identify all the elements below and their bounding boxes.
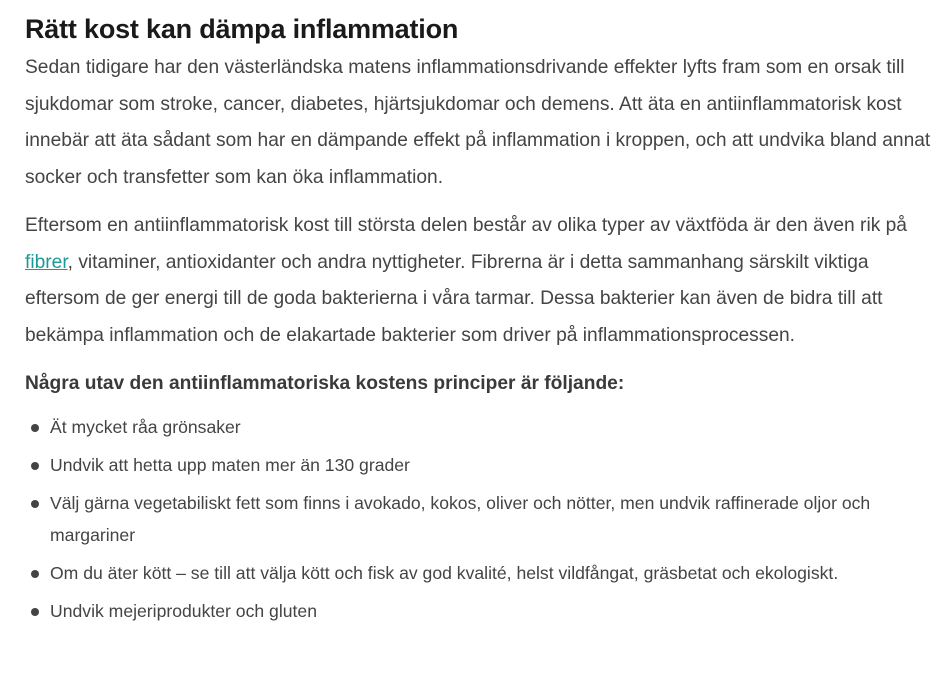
- fibrer-link[interactable]: fibrer: [25, 251, 68, 273]
- list-item: [25, 487, 935, 551]
- list-item-text: Undvik att hetta upp maten mer än 130 grader: [50, 455, 410, 475]
- list-item: [25, 411, 935, 443]
- list-item-text: Undvik mejeriprodukter och gluten: [50, 601, 317, 621]
- bullet-icon: [31, 570, 39, 578]
- list-item: [25, 449, 935, 481]
- list-item: [25, 595, 935, 627]
- fiber-paragraph-text-before: Eftersom en antiinflammatorisk kost till största delen består av olika typer av växtföda är den även rik på: [25, 215, 907, 236]
- fiber-paragraph-text-after: , vitaminer, antioxidanter och andra nyttigheter. Fibrerna är i detta sammanhang särskilt viktiga eftersom de ger energi till de goda bakterierna i våra tarmar. Dessa bakterier kan även de bidra till att bekämpa inflammation och de elakartade bakterier som driver på inflammationsprocessen.: [25, 251, 883, 346]
- article-title: Rätt kost kan dämpa inflammation: [25, 14, 459, 44]
- bullet-icon: [31, 424, 39, 432]
- principles-list: [25, 411, 935, 627]
- principles-heading: Några utav den antiinflammatoriska kostens principer är följande:: [25, 373, 625, 394]
- bullet-icon: [31, 500, 39, 508]
- list-item-text: Ät mycket råa grönsaker: [50, 417, 241, 437]
- fiber-paragraph: [25, 208, 935, 354]
- bullet-icon: [31, 462, 39, 470]
- list-item-text: Om du äter kött – se till att välja kött och fisk av god kvalité, helst vildfångat, gräsbetat och ekologiskt.: [50, 563, 839, 583]
- intro-paragraph: Sedan tidigare har den västerländska matens inflammationsdrivande effekter lyfts fram som en orsak till sjukdomar som stroke, cancer, diabetes, hjärtsjukdomar och demens. Att äta en antiinflammatorisk kost innebär att äta sådant som har en dämpande effekt på inflammation i kroppen, och att undvika bland annat socker och transfetter som kan öka inflammation.: [25, 57, 931, 188]
- bullet-icon: [31, 608, 39, 616]
- list-item-text: Välj gärna vegetabiliskt fett som finns i avokado, kokos, oliver och nötter, men undvik raffinerade oljor och margariner: [50, 493, 871, 545]
- list-item: [25, 557, 935, 589]
